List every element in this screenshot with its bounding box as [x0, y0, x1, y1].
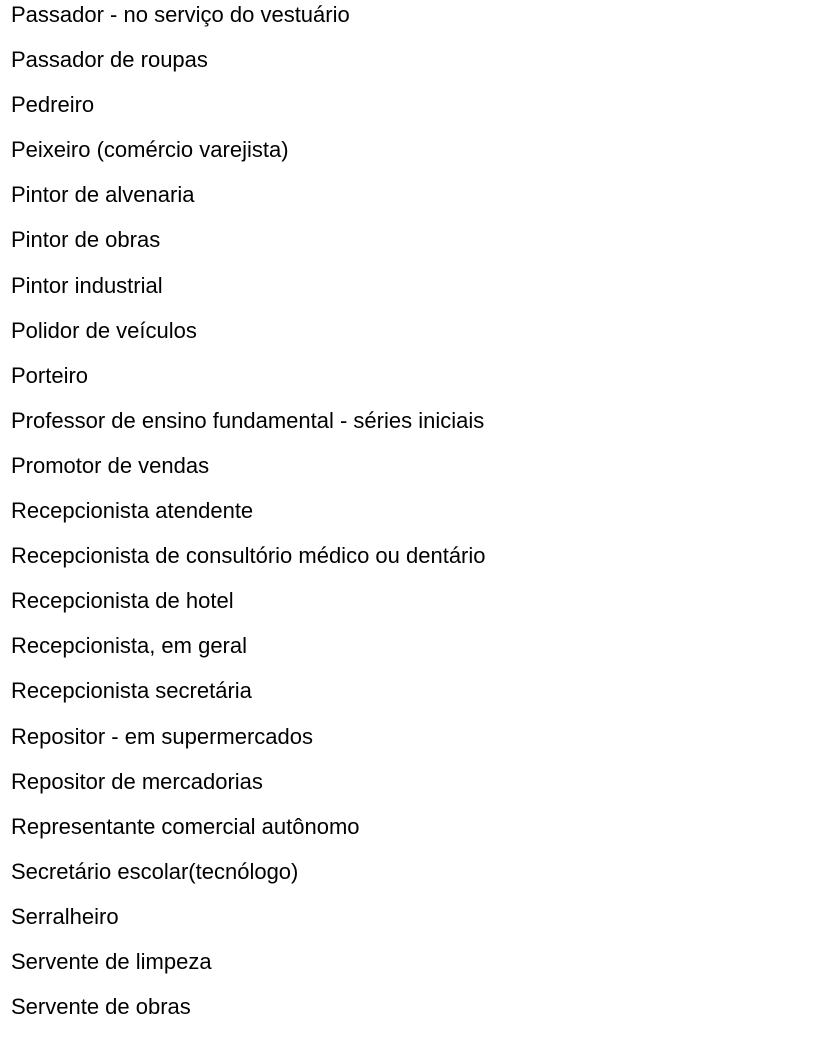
list-item: Peixeiro (comércio varejista): [11, 137, 289, 163]
list-item: Repositor de mercadorias: [11, 768, 263, 794]
list-item: Promotor de vendas: [11, 452, 210, 478]
list-item: Serralheiro: [11, 903, 119, 929]
list-item: Recepcionista de consultório médico ou dentário: [11, 543, 486, 569]
list-item: Repositor - em supermercados: [11, 723, 314, 749]
list-item: Pintor de obras: [11, 227, 161, 253]
list-item: Recepcionista secretária: [11, 678, 252, 704]
list-item: Secretário escolar(tecnólogo): [11, 858, 299, 884]
list-item: Pedreiro: [11, 92, 95, 118]
list-item: Polidor de veículos: [11, 317, 197, 343]
list-item: Servente de limpeza: [11, 948, 212, 974]
list-item: Professor de ensino fundamental - séries iniciais: [11, 407, 485, 433]
list-item: Passador de roupas: [11, 47, 208, 73]
list-item: Pintor industrial: [11, 272, 163, 298]
list-item: Porteiro: [11, 362, 89, 388]
list-item: Representante comercial autônomo: [11, 813, 360, 839]
list-item: Pintor de alvenaria: [11, 182, 195, 208]
list-item: Recepcionista atendente: [11, 498, 254, 524]
list-item: Passador - no serviço do vestuário: [11, 2, 350, 27]
occupation-list: [11, 0, 486, 1037]
list-item: Servente de obras: [11, 994, 191, 1020]
list-item: Recepcionista, em geral: [11, 633, 248, 659]
list-item: Recepcionista de hotel: [11, 588, 234, 614]
